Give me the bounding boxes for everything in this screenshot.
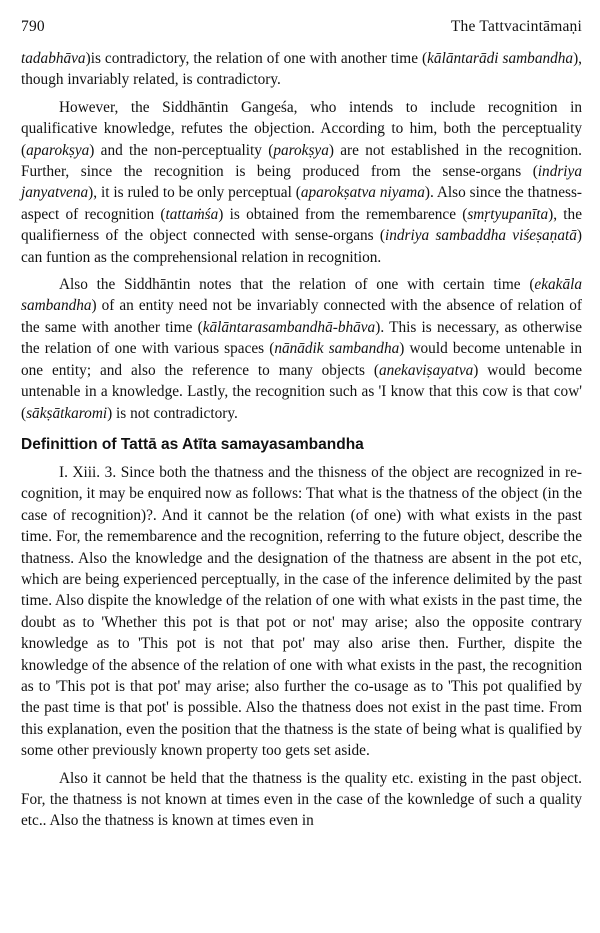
text-run: ), the qualifierness of the object connected with sense-organs ( [21,205,582,245]
text-run: I. Xiii. 3. Since both the thatness and the thisness of the object are recognized in re-cognition, it may be enquired now as follows: That what is the thatness of the object (in the case of recognition)?. And it cannot be the relation (of one) with what exists in the past time. For, the remembarence and the recognition, referring to the future object, describe the thatness. Also the knowledge and the designation of the thatness are absent in the pot etc, which are being experienced perceptually, in the case of the inference delimited by the past time. Also dispite the knowledge of the relation of one with what exists in the past time, the doubt as to 'Whether this pot is that pot or not' may arise; also the opposite contrary knowledge as to 'This pot is not that pot' may also arise then. Further, dispite the knowledge of the absence of the relation of one with what exists in the past, the recognition as to 'This pot is that pot' may arise; also further the co-usage as to 'This pot qualified by the past time is that pot' is possible. Also the thatness does not exist in the past time. From this explanation, even the position that the thatness is the state of being what is qualified by some other previously known property too gets set aside. [21,463,582,760]
text-run: ), it is ruled to be only perceptual ( [88,184,301,202]
italic-term: anekaviṣayatva [378,361,474,379]
italic-term: parokṣya [273,141,329,159]
paragraph [21,274,582,424]
text-run: ). This is necessary, as otherwise the relation of one with various spaces ( [21,318,582,358]
paragraph [21,97,582,268]
italic-term: aparokṣya [26,141,90,159]
italic-term: kālāntarasambandhā-bhāva [202,318,376,336]
paragraph [21,768,582,832]
running-title: The Tattvacintāmaṇi [450,18,582,35]
text-run: ) would become untenable in one entity; and also the reference to many objects ( [21,340,583,379]
italic-term: kālāntarādi sambandha [427,50,574,67]
text-run: ) can funtion as the comprehensional relation in recognition. [21,227,582,266]
italic-term: indriya sambaddha viśeṣaṇatā [385,227,577,245]
page-number: 790 [21,18,45,35]
text-run: ) of an entity need not be invariably connected with the absence of relation of the same with another time ( [21,297,582,336]
text-run: ) would become untenable in a knowledge. Lastly, the recognition such as 'I know that this cow is that cow' ( [21,361,582,422]
italic-term: indriya janyatvena [21,163,582,202]
running-head [21,18,582,48]
text-run: )is contradictory, the relation of one with another time ( [85,50,428,67]
italic-term: sākṣātkaromi [26,404,108,422]
text-run: ). Also since the thatness-aspect of recognition ( [21,184,582,223]
text-run: Also the Siddhāntin notes that the relation of one with certain time ( [59,276,535,294]
italic-term: tattaṁśa [165,205,219,223]
italic-term: nānādik sambandha [274,340,400,358]
italic-term: smṛtyupanīta [467,205,549,223]
text-run: ) are not established in the recognition. Further, since the recognition is being produced from the sense-organs ( [21,141,582,181]
italic-term: ekakāla sambandha [21,276,582,315]
italic-term: aparokṣatva niyama [300,184,425,202]
book-page [21,18,582,832]
body-text-top [21,48,582,424]
text-run: ) is obtained from the remembarence ( [218,205,468,223]
text-run: Also it cannot be held that the thatness is the quality etc. existing in the past object. For, the thatness is not known at times even in the case of the kownledge of such a quality etc.. Also the thatness is known at times even in [21,769,582,830]
section-heading: Definittion of Tattā as Atīta samayasambandha [21,435,364,453]
text-run: However, the Siddhāntin Gangeśa, who intends to include recognition in qualificative knowledge, refutes the objection. According to him, both the perceptuality ( [21,98,582,159]
italic-term: tadabhāva [21,50,86,67]
body-text-bottom [21,462,582,832]
text-run: ), though invariably related, is contradictory. [21,50,582,89]
text-run: ) and the non-perceptuality ( [89,141,274,159]
paragraph [21,462,582,762]
paragraph [21,48,582,91]
text-run: ) is not contradictory. [107,404,238,422]
